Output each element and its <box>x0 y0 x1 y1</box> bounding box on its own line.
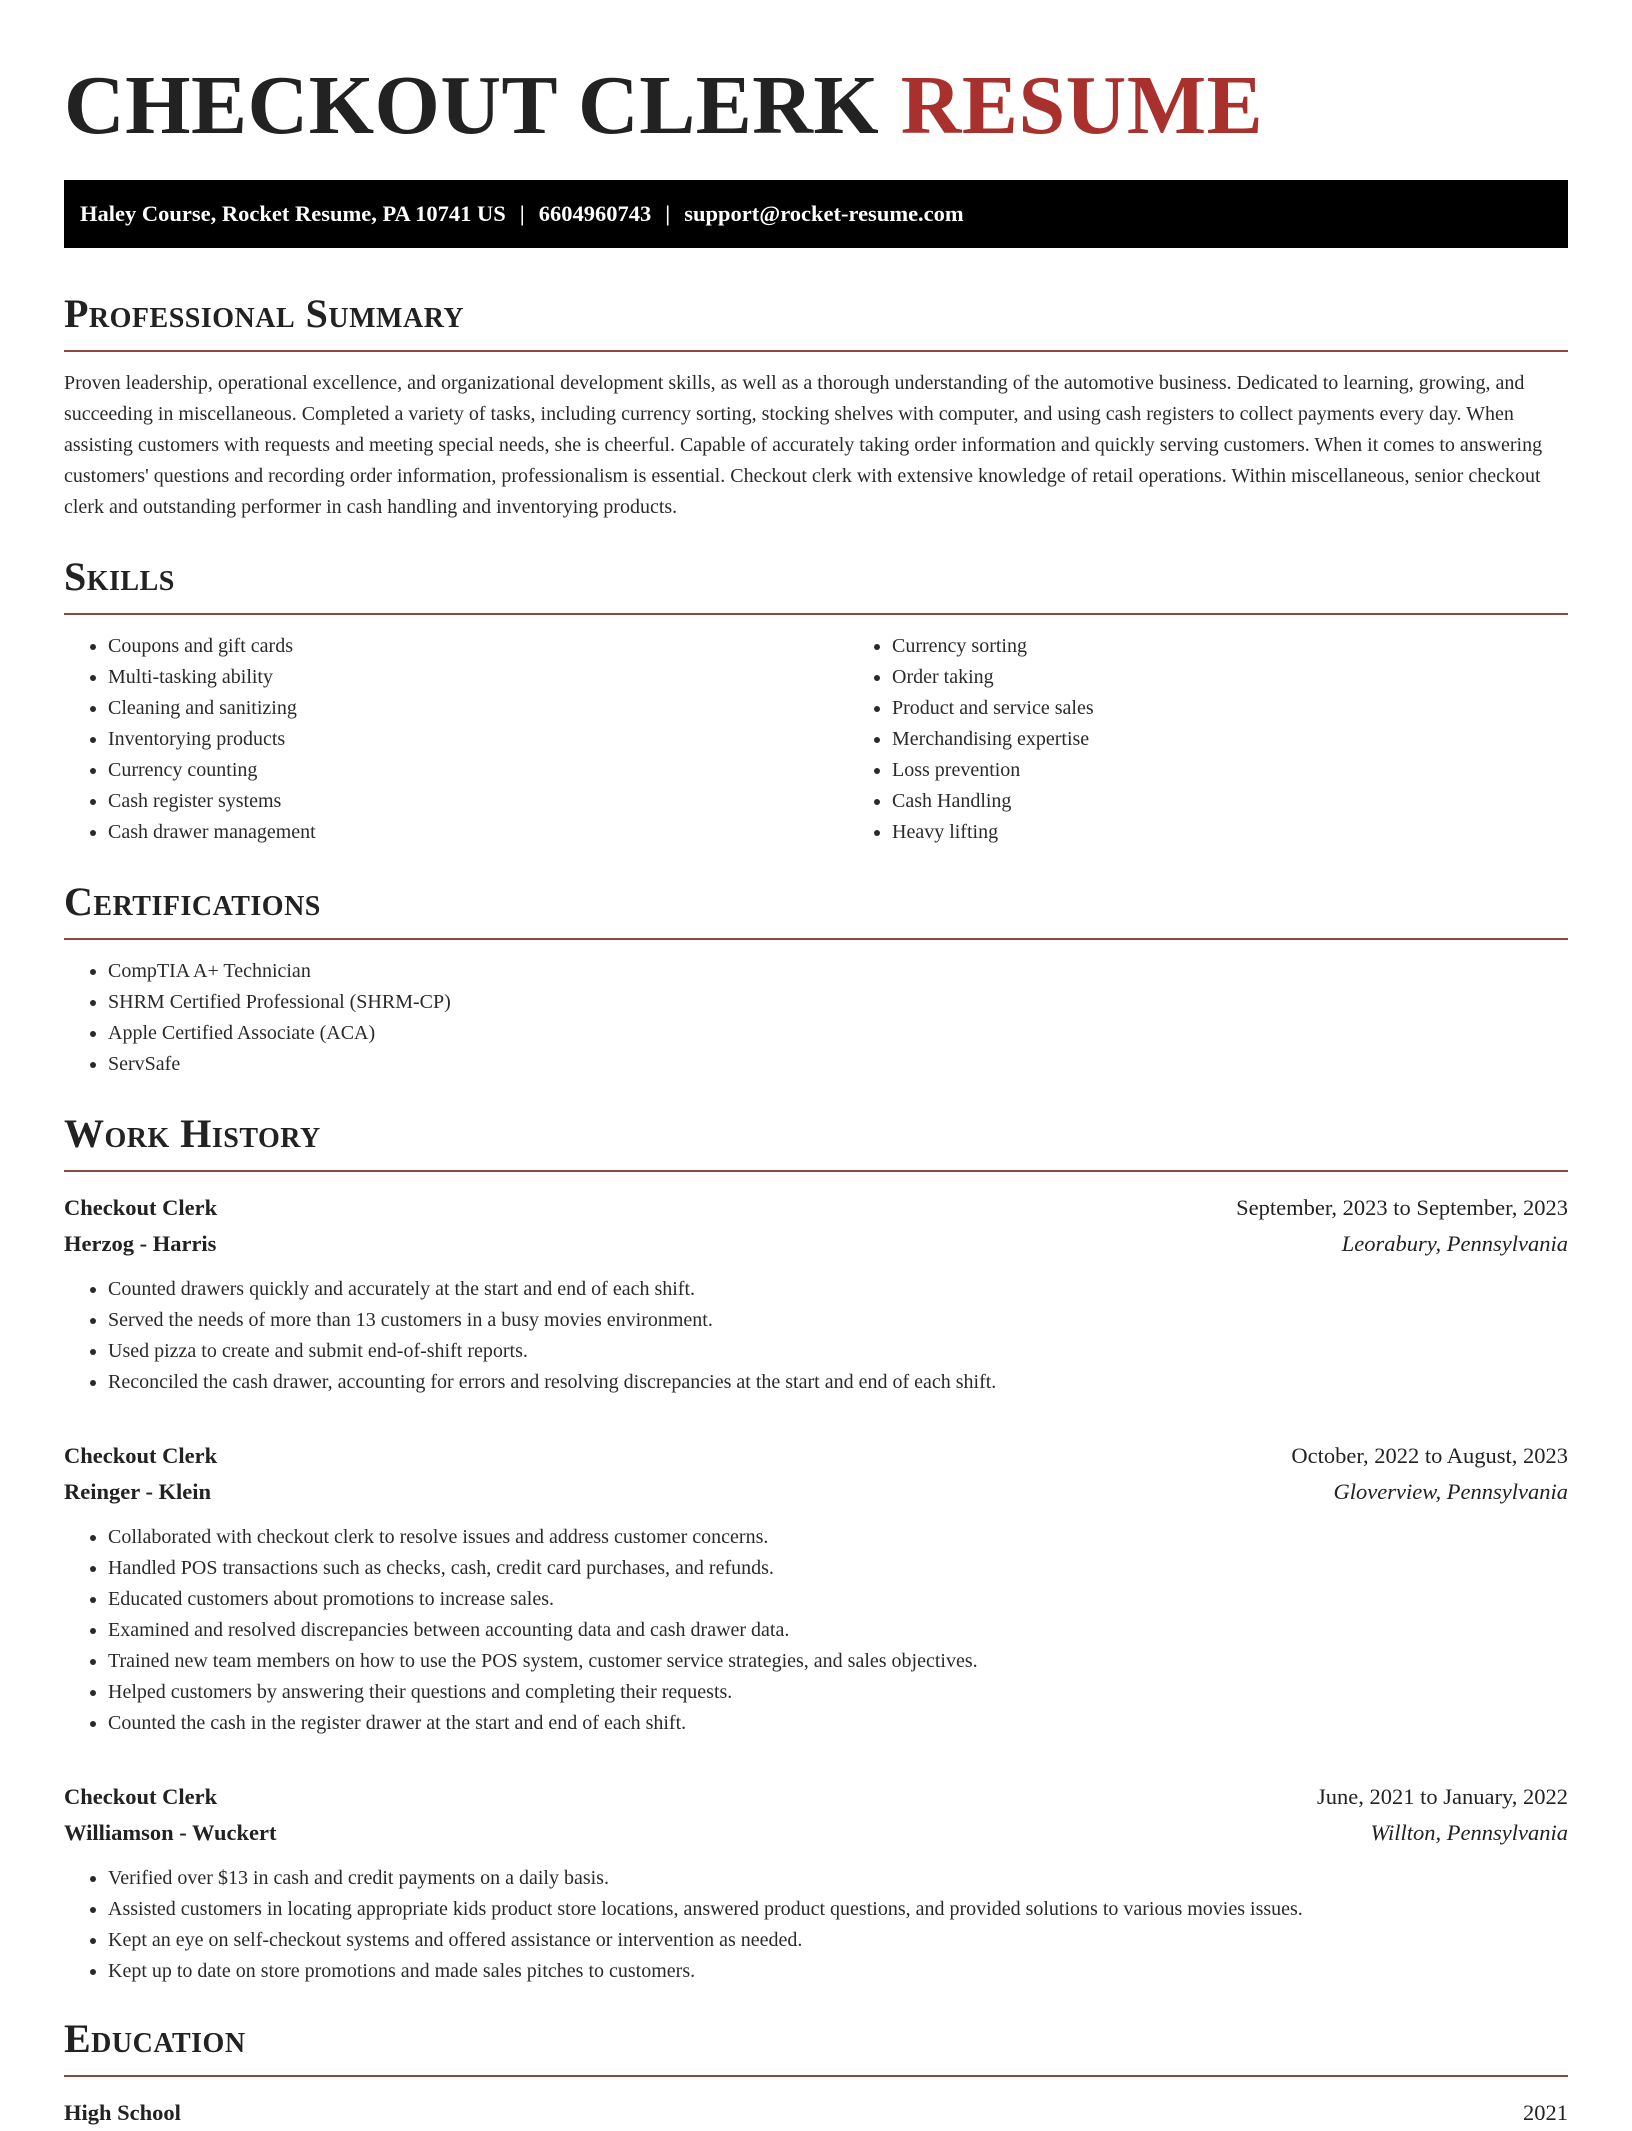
skill-item: • Merchandising expertise <box>892 724 1568 755</box>
job-company: Herzog - Harris <box>64 1231 217 1256</box>
job-bullets <box>64 1863 1568 1987</box>
job-title-row <box>64 1190 1568 1226</box>
job-bullet: • Counted the cash in the register drawer at the start and end of each shift. <box>108 1708 1568 1739</box>
certification-item: • CompTIA A+ Technician <box>108 956 1568 987</box>
contact-bar <box>64 180 1568 248</box>
certifications-heading: Certifications <box>64 878 1568 940</box>
education-section <box>64 2015 1568 2131</box>
job-company: Reinger - Klein <box>64 1479 212 1504</box>
skill-item: • Coupons and gift cards <box>108 631 848 662</box>
job-bullet: • Verified over $13 in cash and credit payments on a daily basis. <box>108 1863 1568 1894</box>
certification-item: • Apple Certified Associate (ACA) <box>108 1018 1568 1049</box>
education-heading: Education <box>64 2015 1568 2077</box>
job-bullet: • Examined and resolved discrepancies between accounting data and cash drawer data. <box>108 1615 1568 1646</box>
skill-item: • Currency counting <box>108 755 848 786</box>
job-company-row <box>64 1815 1568 1851</box>
work-history-section <box>64 1110 1568 1987</box>
resume-title <box>64 0 1568 154</box>
job-location: Leorabury, Pennsylvania <box>1341 1231 1568 1256</box>
contact-phone: 6604960743 <box>538 201 652 226</box>
contact-separator: | <box>665 201 671 226</box>
job-bullet: • Educated customers about promotions to increase sales. <box>108 1584 1568 1615</box>
summary-text: Proven leadership, operational excellence, and organizational development skills, as well as a thorough understanding of the automotive business. Dedicated to learning, growing, and succeeding in miscellaneous. Completed a variety of tasks, including currency sorting, stocking shelves with computer, and using cash registers to collect payments every day. When assisting customers with requests and meeting special needs, she is cheerful. Capable of accurately taking order information and quickly serving customers. When it comes to answering customers' questions and recording order information, professionalism is essential. Checkout clerk with extensive knowledge of retail operations. Within miscellaneous, senior checkout clerk and outstanding performer in cash handling and inventorying products. <box>64 372 1543 518</box>
job-entry <box>64 1190 1568 1398</box>
job-dates: October, 2022 to August, 2023 <box>1291 1443 1568 1468</box>
skill-item: • Heavy lifting <box>892 817 1568 848</box>
resume-page <box>64 0 1568 2131</box>
skill-item: • Loss prevention <box>892 755 1568 786</box>
job-bullet: • Served the needs of more than 13 customers in a busy movies environment. <box>108 1305 1568 1336</box>
job-bullet: • Used pizza to create and submit end-of-shift reports. <box>108 1336 1568 1367</box>
job-bullet: • Handled POS transactions such as checks, cash, credit card purchases, and refunds. <box>108 1553 1568 1584</box>
job-bullet: • Reconciled the cash drawer, accounting for errors and resolving discrepancies at the start and end of each shift. <box>108 1367 1568 1398</box>
contact-separator: | <box>519 201 525 226</box>
certifications-section <box>64 878 1568 1080</box>
title-main: CHECKOUT CLERK <box>64 59 880 152</box>
job-bullet: • Counted drawers quickly and accurately at the start and end of each shift. <box>108 1274 1568 1305</box>
job-title: Checkout Clerk <box>64 1443 218 1468</box>
job-location: Willton, Pennsylvania <box>1370 1820 1568 1845</box>
skill-item: • Inventorying products <box>108 724 848 755</box>
job-bullet: • Kept up to date on store promotions and made sales pitches to customers. <box>108 1956 1568 1987</box>
skills-heading: Skills <box>64 553 1568 615</box>
job-dates: September, 2023 to September, 2023 <box>1236 1195 1568 1220</box>
contact-address: Haley Course, Rocket Resume, PA 10741 US <box>80 201 506 226</box>
title-accent: RESUME <box>900 59 1264 152</box>
certification-item: • ServSafe <box>108 1049 1568 1080</box>
work-history-heading: Work History <box>64 1110 1568 1172</box>
skills-grid <box>64 615 1568 848</box>
job-bullet: • Assisted customers in locating appropriate kids product store locations, answered product questions, and provided solutions to various movies issues. <box>108 1894 1568 1925</box>
job-bullet: • Helped customers by answering their questions and completing their requests. <box>108 1677 1568 1708</box>
job-bullet: • Kept an eye on self-checkout systems and offered assistance or intervention as needed. <box>108 1925 1568 1956</box>
skill-item: • Cash Handling <box>892 786 1568 817</box>
certifications-list <box>64 956 1568 1080</box>
skill-item: • Currency sorting <box>892 631 1568 662</box>
education-year: 2021 <box>1523 2100 1568 2125</box>
job-entry <box>64 1779 1568 1987</box>
skill-item: • Product and service sales <box>892 693 1568 724</box>
job-dates: June, 2021 to January, 2022 <box>1316 1784 1568 1809</box>
job-location: Gloverview, Pennsylvania <box>1333 1479 1568 1504</box>
job-title: Checkout Clerk <box>64 1784 218 1809</box>
job-company: Williamson - Wuckert <box>64 1820 277 1845</box>
education-degree: High School <box>64 2100 181 2125</box>
job-company-row <box>64 1226 1568 1262</box>
summary-heading: Professional Summary <box>64 290 1568 352</box>
job-title-row <box>64 1438 1568 1474</box>
job-title: Checkout Clerk <box>64 1195 218 1220</box>
skills-section <box>64 553 1568 848</box>
skill-item: • Multi-tasking ability <box>108 662 848 693</box>
education-row <box>64 2095 1568 2131</box>
job-bullets <box>64 1274 1568 1398</box>
job-title-row <box>64 1779 1568 1815</box>
job-bullets <box>64 1522 1568 1739</box>
job-bullet: • Trained new team members on how to use the POS system, customer service strategies, and sales objectives. <box>108 1646 1568 1677</box>
skills-list-right <box>848 631 1568 848</box>
certification-item: • SHRM Certified Professional (SHRM-CP) <box>108 987 1568 1018</box>
job-entry <box>64 1438 1568 1739</box>
job-company-row <box>64 1474 1568 1510</box>
skill-item: • Cash drawer management <box>108 817 848 848</box>
contact-email: support@rocket-resume.com <box>684 201 964 226</box>
skills-list-left <box>64 631 848 848</box>
skill-item: • Cash register systems <box>108 786 848 817</box>
job-bullet: • Collaborated with checkout clerk to resolve issues and address customer concerns. <box>108 1522 1568 1553</box>
skill-item: • Order taking <box>892 662 1568 693</box>
summary-section <box>64 290 1568 523</box>
skill-item: • Cleaning and sanitizing <box>108 693 848 724</box>
